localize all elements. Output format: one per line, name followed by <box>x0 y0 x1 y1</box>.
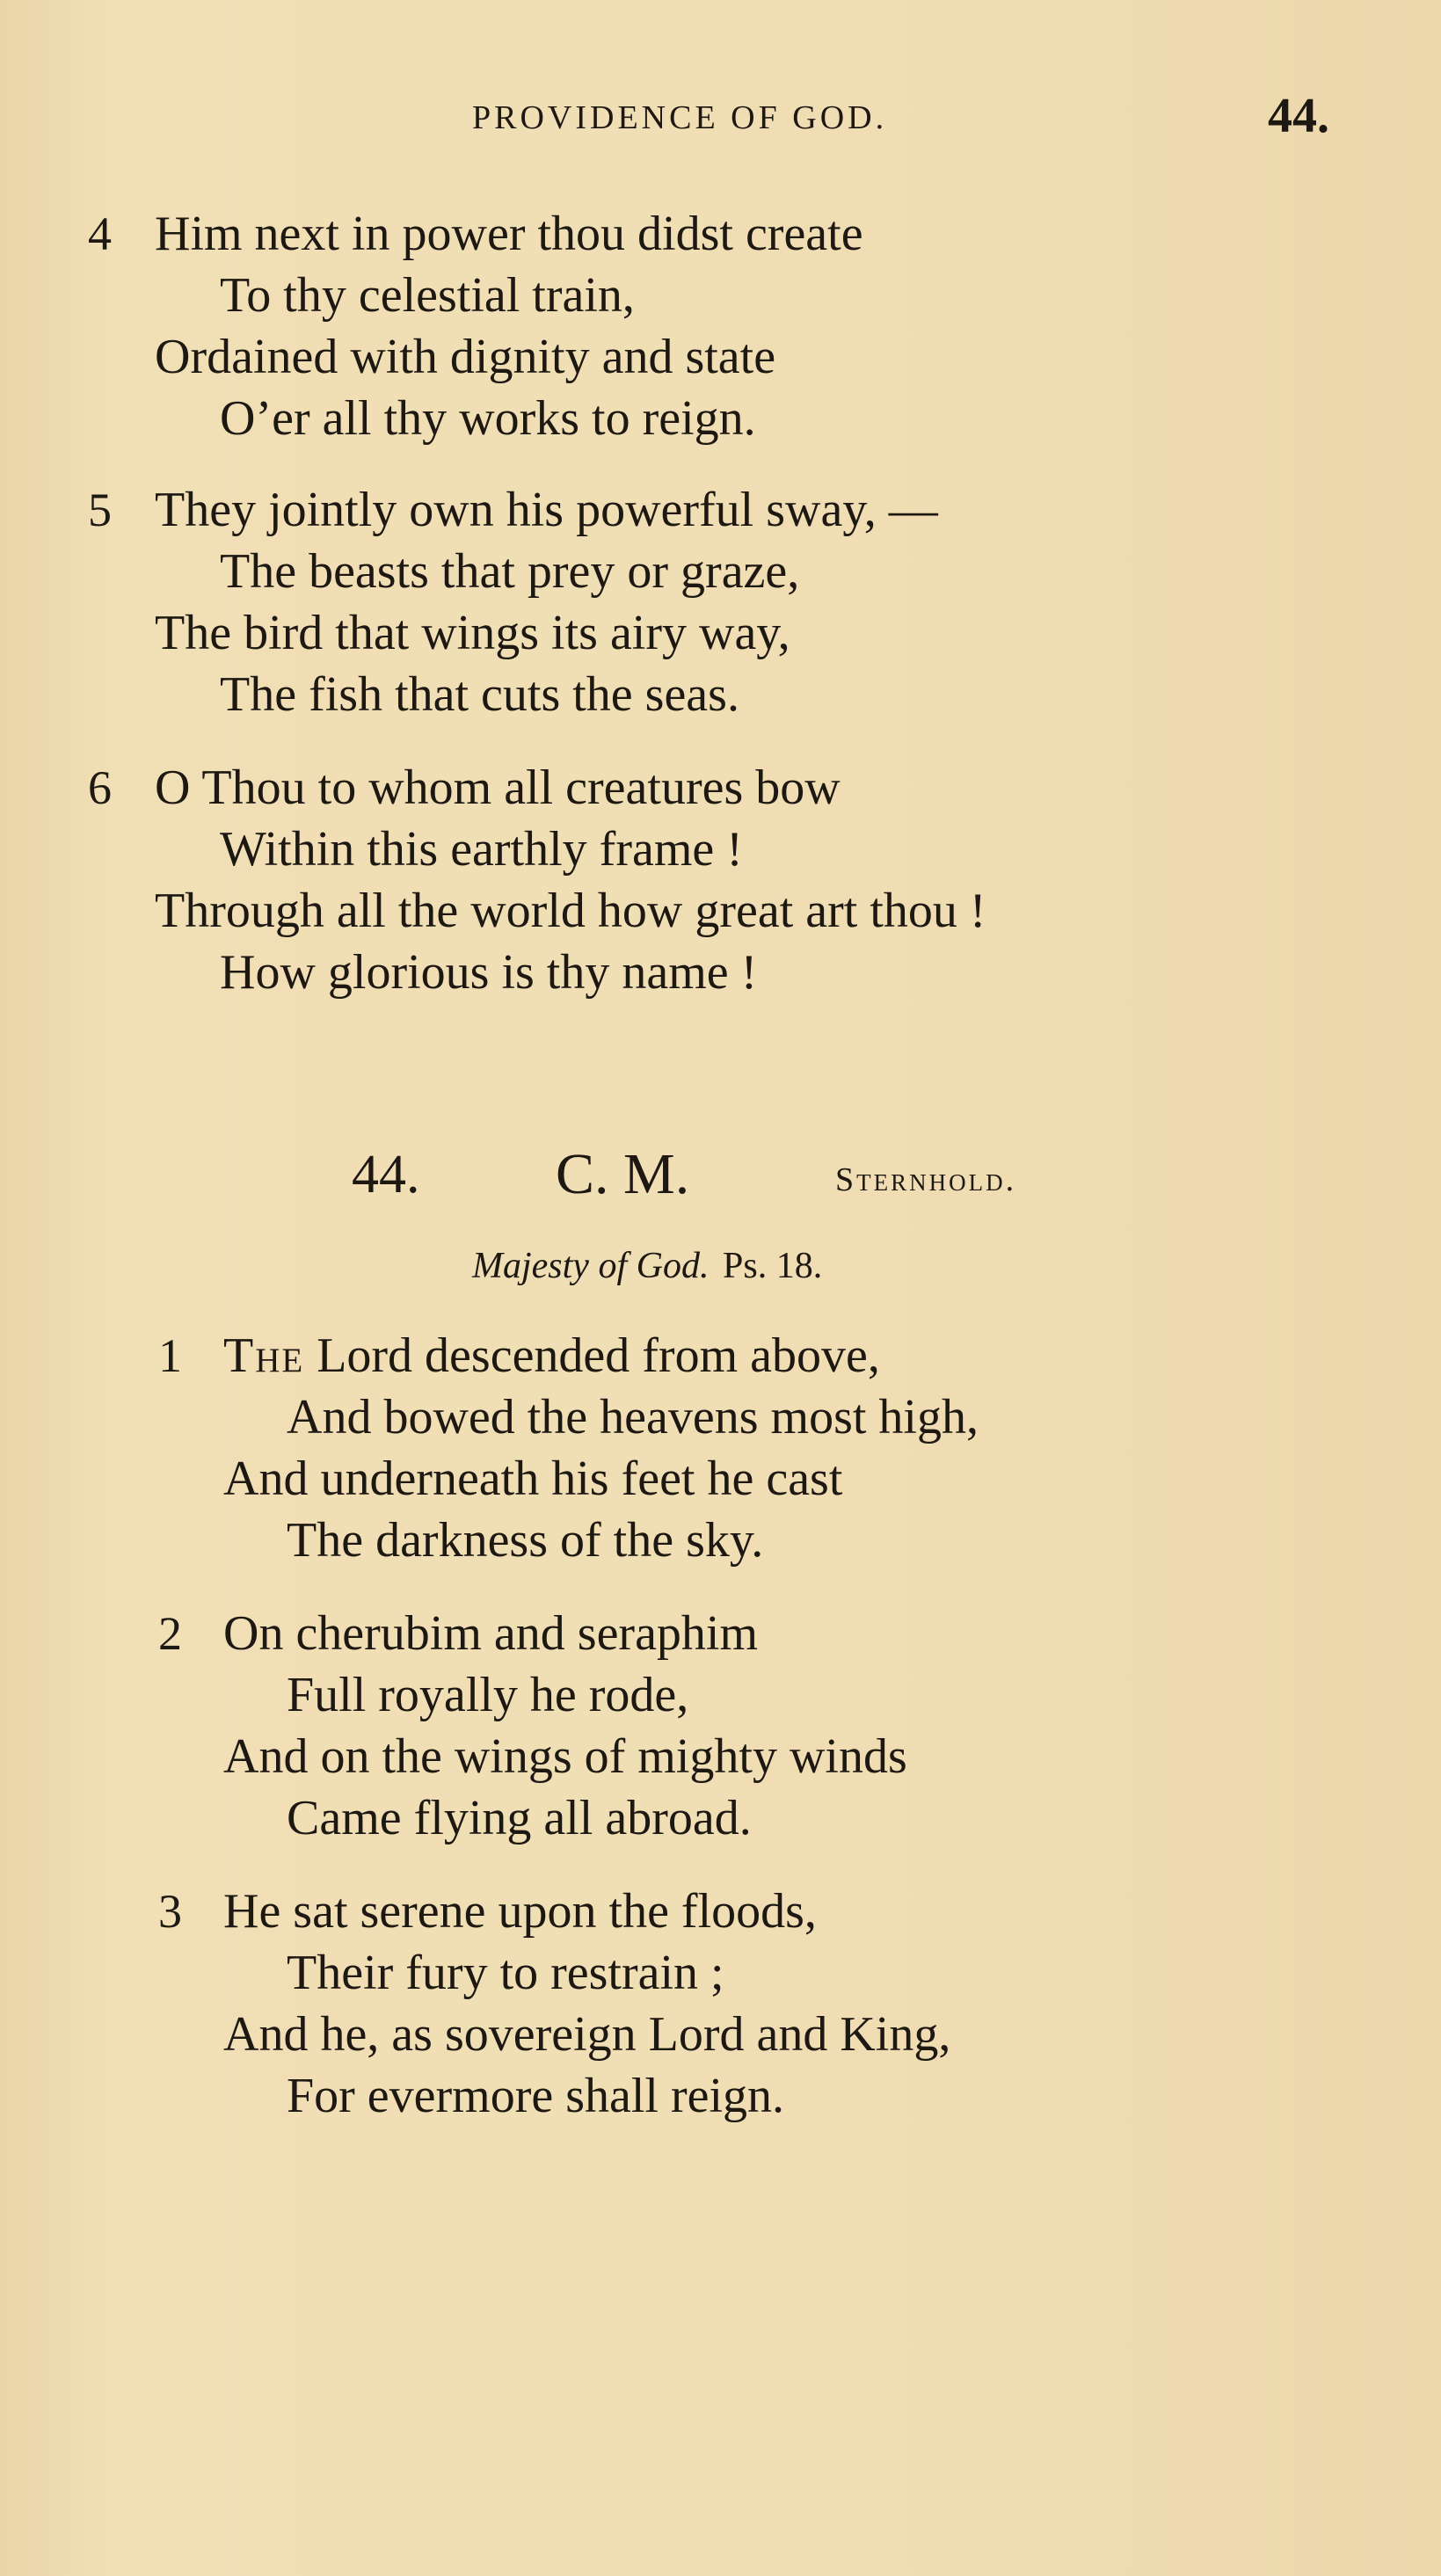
verse-line: And underneath his feet he cast <box>223 1452 843 1506</box>
verse-line: Came flying all abroad. <box>287 1791 752 1845</box>
verse-line: And he, as sovereign Lord and King, <box>223 2007 951 2062</box>
verse-first-line <box>223 1328 880 1384</box>
verse-line: Him next in power thou didst create <box>155 207 863 261</box>
verse-line: O Thou to whom all creatures bow <box>155 760 841 815</box>
verse-line: He sat serene upon the floods, <box>223 1884 817 1939</box>
verse-line: Ordained with dignity and state <box>155 330 776 384</box>
verse-number: 2 <box>158 1607 182 1660</box>
verse-line: The bird that wings its airy way, <box>155 606 790 660</box>
verse-number: 5 <box>88 484 112 536</box>
verse-line: And on the wings of mighty winds <box>223 1729 907 1784</box>
verse-line-rest: Lord descended from above, <box>304 1328 880 1383</box>
verse-number: 4 <box>88 207 112 260</box>
hymn-theme: Majesty of God. <box>472 1246 710 1286</box>
verse-line: The darkness of the sky. <box>287 1513 764 1568</box>
hymn-number: 44. <box>352 1145 420 1204</box>
verse-number: 6 <box>88 761 112 814</box>
verse-line: The beasts that prey or graze, <box>220 544 800 599</box>
verse-line: Their fury to restrain ; <box>287 1946 724 2000</box>
hymn-subtitle <box>0 1240 1441 1292</box>
hymn-meter: C. M. <box>556 1142 690 1206</box>
running-header <box>0 89 1441 146</box>
psalm-reference: Ps. 18. <box>723 1246 823 1286</box>
verse-line: To thy celestial train, <box>220 268 635 323</box>
verse-line: They jointly own his powerful sway, — <box>155 483 938 537</box>
verse-line: For evermore shall reign. <box>287 2069 785 2123</box>
verse-line: How glorious is thy name ! <box>220 945 758 1000</box>
verse-number: 3 <box>158 1885 182 1938</box>
verse-line: Within this earthly frame ! <box>220 822 743 877</box>
verse-line: And bowed the heavens most high, <box>287 1390 979 1444</box>
running-title: PROVIDENCE OF GOD. <box>472 99 888 136</box>
verse-line: On cherubim and seraphim <box>223 1606 759 1661</box>
hymn-author: Sternhold. <box>835 1161 1017 1198</box>
verse-line: The fish that cuts the seas. <box>220 667 739 722</box>
verse-number: 1 <box>158 1329 182 1382</box>
page-number: 44. <box>1268 89 1329 143</box>
verse-first-word: The <box>223 1328 305 1383</box>
verse-line: O’er all thy works to reign. <box>220 391 756 446</box>
hymn-heading <box>0 1141 1441 1212</box>
verse-line: Full royally he rode, <box>287 1668 689 1722</box>
verse-line: Through all the world how great art thou ! <box>155 884 986 938</box>
